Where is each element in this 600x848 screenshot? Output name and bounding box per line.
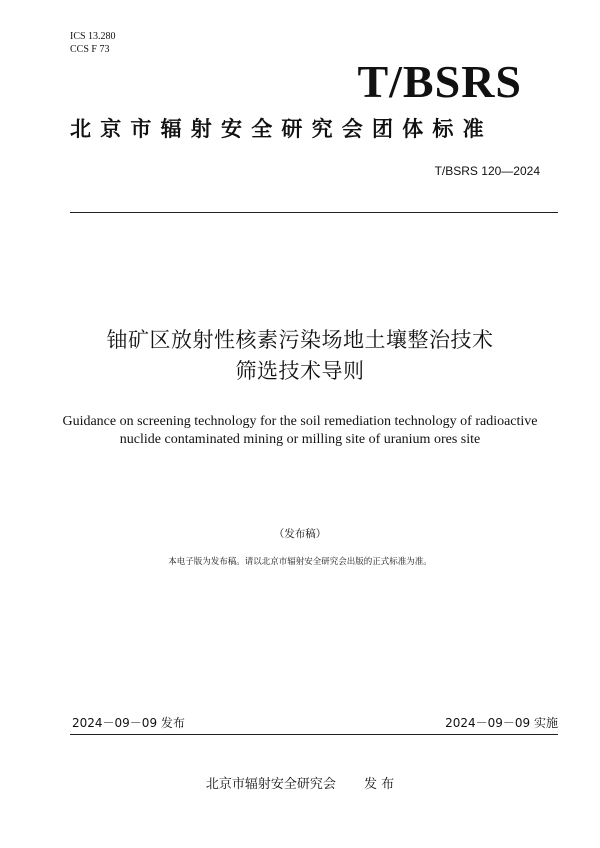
english-title — [60, 413, 540, 449]
publisher-name: 北京市辐射安全研究会 — [205, 777, 336, 792]
chinese-title-line-2: 筛选技术导则 — [235, 359, 365, 383]
chinese-title-line-1: 铀矿区放射性核素污染场地土壤整治技术 — [106, 328, 494, 352]
ics-code: ICS 13.280 — [70, 31, 116, 42]
organization-title: 北京市辐射安全研究会团体标准 — [70, 117, 493, 141]
publisher-line — [100, 776, 500, 794]
draft-label: （发布稿） — [273, 528, 327, 540]
header-divider — [70, 212, 558, 213]
chinese-title — [40, 325, 560, 387]
standard-number: T/BSRS 120—2024 — [434, 164, 540, 178]
english-title-line-1: Guidance on screening technology for the soil remediation technology of radioactive — [62, 414, 538, 429]
classification-codes — [70, 30, 116, 56]
release-date: 2024－09－09 发布 — [72, 716, 185, 730]
publish-action: 发 布 — [363, 777, 395, 792]
english-title-line-2: nuclide contaminated mining or milling site of uranium ores site — [119, 432, 481, 447]
footer-divider — [70, 734, 558, 735]
ccs-code: CCS F 73 — [70, 44, 110, 55]
implementation-date: 2024－09－09 实施 — [445, 716, 558, 730]
standard-logo: T/BSRS — [357, 56, 522, 107]
release-note: 本电子版为发布稿。请以北京市辐射安全研究会出版的正式标准为准。 — [168, 557, 432, 567]
